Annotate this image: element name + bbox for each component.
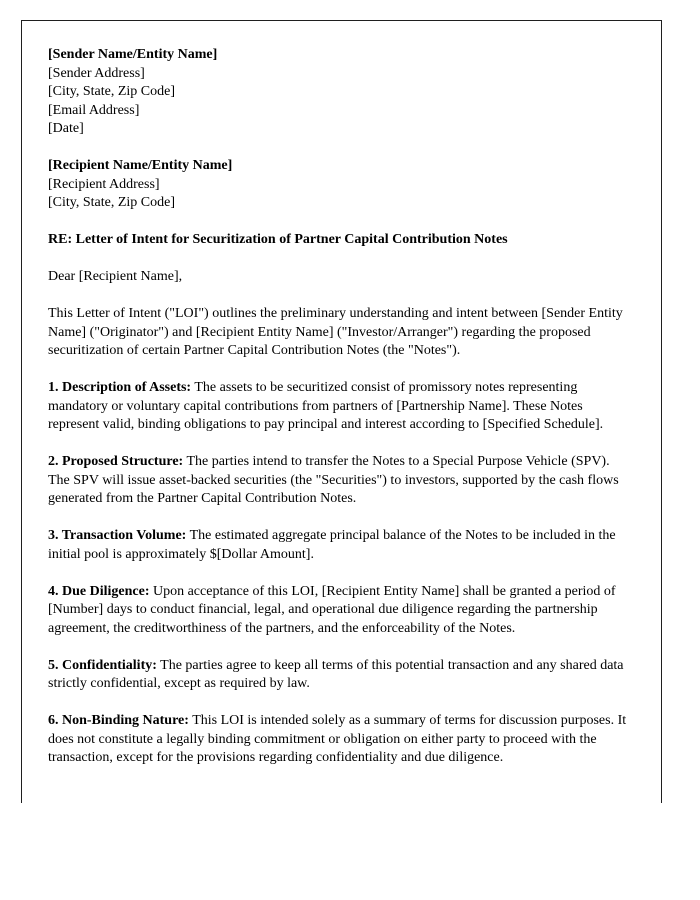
section-text: The estimated aggregate principal balance of the Notes to be included in the initial pool is approximately $[Dollar Amount]. [48, 528, 616, 562]
section-heading: 2. Proposed Structure: [48, 454, 184, 469]
section-heading: 5. Confidentiality: [48, 657, 157, 673]
salutation: Dear [Recipient Name], [48, 269, 183, 284]
recipient-name: [Recipient Name/Entity Name] [48, 158, 233, 173]
subject-line: RE: Letter of Intent for Securitization of Partner Capital Contribution Notes [48, 232, 508, 247]
section-text: The parties agree to keep all terms of this potential transaction and any shared data strictly confidential, except as required by law. [48, 657, 624, 691]
sender-name: [Sender Name/Entity Name] [48, 47, 218, 62]
section-due-diligence [48, 583, 630, 639]
letter-body [48, 46, 630, 768]
sender-block [48, 46, 630, 139]
section-transaction-volume [48, 527, 630, 564]
section-text: The assets to be securitized consist of promissory notes representing mandatory or voluntary capital contributions from partners of [Partnership Name]. These Notes represent valid, binding obligations to pay principal and interest according to [Specified Schedule]. [48, 380, 604, 432]
sender-email: [Email Address] [48, 102, 140, 118]
sender-city-state-zip: [City, State, Zip Code] [48, 84, 176, 99]
section-text: This LOI is intended solely as a summary of terms for discussion purposes. It does not constitute a legally binding commitment or obligation on either party to proceed with the transaction, except for the provisions regarding confidentiality and due diligence. [48, 713, 627, 765]
section-confidentiality [48, 657, 630, 694]
sender-address: [Sender Address] [48, 65, 145, 81]
recipient-city-state-zip: [City, State, Zip Code] [48, 195, 176, 210]
letter-date: [Date] [48, 121, 84, 136]
section-heading: 6. Non-Binding Nature: [48, 713, 189, 728]
section-text: The parties intend to transfer the Notes to a Special Purpose Vehicle (SPV). The SPV will issue asset-backed securities (the "Securities") to investors, supported by the cash flows generated from the Partner Capital Contribution Notes. [48, 454, 619, 506]
section-heading: 3. Transaction Volume: [48, 528, 187, 543]
recipient-block [48, 157, 630, 213]
recipient-address: [Recipient Address] [48, 176, 160, 192]
section-description-of-assets [48, 379, 630, 435]
section-heading: 4. Due Diligence: [48, 583, 150, 599]
letter-page [21, 20, 662, 803]
section-non-binding-nature [48, 712, 630, 768]
section-heading: 1. Description of Assets: [48, 380, 192, 395]
section-proposed-structure [48, 453, 630, 509]
section-text: Upon acceptance of this LOI, [Recipient Entity Name] shall be granted a period of [Number] days to conduct financial, legal, and operational due diligence regarding the partnership agreement, the creditworthiness of the partners, and the enforceability of the Notes. [48, 583, 616, 636]
intro-paragraph: This Letter of Intent ("LOI") outlines the preliminary understanding and intent between [Sender Entity Name] ("Originator") and [Recipient Entity Name] ("Investor/Arranger") regarding the proposed securitization of certain Partner Capital Contribution Notes (the "Notes"). [48, 306, 623, 358]
